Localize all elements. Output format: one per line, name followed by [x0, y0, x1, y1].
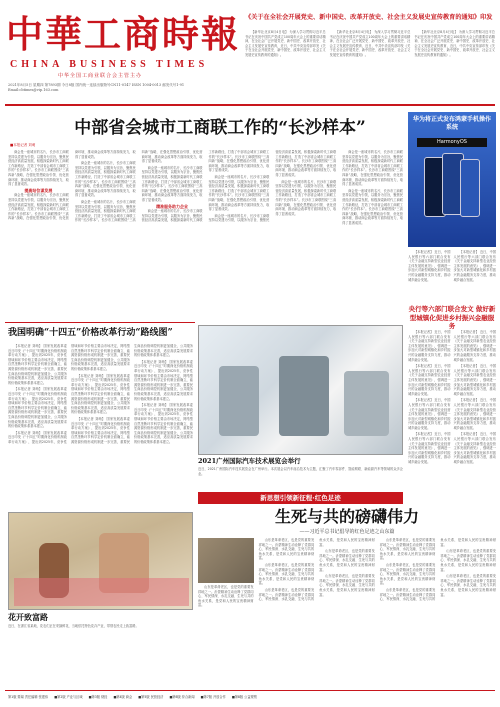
footer-item[interactable]: ■第5版 民营经济: [138, 695, 164, 699]
masthead-english-title: CHINA BUSINESS TIMES: [10, 59, 209, 70]
feature-article-text: 山东是革命老区，也是党的重要发祥地之一。沂蒙精神生动诠释了党群同心、军民情深、水乳交融、生死与共的鱼水关系，是党和人民的宝贵精神财富。: [379, 562, 436, 586]
feature-article-text: 山东是革命老区，也是党的重要发祥地之一。沂蒙精神生动诠释了党群同心、军民情深、水乳交融、生死与共的鱼水关系，是党和人民的宝贵精神财富。: [440, 549, 496, 572]
feature-article-title: 生死与共的磅礴伟力: [274, 507, 419, 526]
red-banner: 新思想引领新征程·红色足迹: [198, 492, 403, 504]
feature-article-subtitle: ——习近平总书记倡导的红色足迹之山东篇: [299, 529, 395, 535]
central-article-title: 央行等六部门联合发文 做好新型城镇化促进乡村振兴金融服务: [408, 305, 496, 330]
main-article-body: [8, 150, 403, 320]
right-column-paragraph: 【本报记者】 近日，中国人民银行等六部门联合发布《关于金融支持新型农业经营主体发展的意见》，强调进一步加大对新型城镇化和乡村振兴的金融服务支持力度，推动城乡融合发展。: [453, 250, 496, 282]
main-article-text: 商会是一座城市的名片，长沙市工商联坚持以党建为引领，以服务为宗旨，聚焦民营经济高质量发展，积极探索新时代工商联工作新路径，打造了中部省会城市工商联工作的“长沙样本”。长沙市工商联围绕“三高四新”战略，在强化思想政治引领、优化营商环境、推动商会改革等方面持续发力，取得了显著成效。: [141, 165, 203, 202]
price-article-text: 【本报记者 刘萌】 国家发展改革委近日印发《“十四五”时期深化价格机制改革行动方案》，提出到2025年，竞争性领域和环节价格主要由市场决定，网络型自然垄断环节科学定价机制全面确立，能源资源价格形成机制进一步完善，重要民生商品价格调控机制更加健全，公共服务价格政策基本完善，适应高质量发展要求的价格政策体系基本建立。: [71, 373, 130, 415]
central-article-text: 【本报记者】 近日，中国人民银行等六部门联合发布《关于金融支持新型农业经营主体发展的意见》，强调进一步加大对新型城镇化和乡村振兴的金融服务支持力度，推动城乡融合发展。: [453, 330, 496, 362]
bottom-left-body: 近日，在浙江省某地，花农们正在采摘鲜花，当地依托特色花卉产业，带领农民走上致富路。: [8, 624, 139, 628]
top-article-body: [245, 30, 495, 102]
feature-article-text: 山东是革命老区，也是党的重要发祥地之一。沂蒙精神生动诠释了党群同心、军民情深、水乳交融、生死与共的鱼水关系，是党和人民的宝贵精神财富。: [258, 538, 315, 561]
price-article-text: 【本报记者 刘萌】 国家发展改革委近日印发《“十四五”时期深化价格机制改革行动方案》，提出到2025年，竞争性领域和环节价格主要由市场决定，网络型自然垄断环节科学定价机制全面确立，能源资源价格形成机制进一步完善，重要民生商品价格调控机制更加健全，公共服务价格政策基本完善，适应高质量发展要求的价格政策体系基本建立。: [134, 359, 193, 401]
top-article-text-2: 【新华社北京8月4日电】 为深入学习贯彻习近平总书记在庆祝中国共产党成立100周年大会上的重要讲话精神，在全社会广泛开展党史、新中国史、改革开放史、社会主义发展史宣传教育，近日，中共中央宣传部印发《关于在全社会开展党史、新中国史、改革开放史、社会主义发展史宣传教育的通知》。: [329, 30, 411, 57]
feature-article-text: 山东是革命老区，也是党的重要发祥地之一。沂蒙精神生动诠释了党群同心、军民情深、水乳交融、生死与共的鱼水关系，是党和人民的宝贵精神财富。: [440, 574, 496, 597]
footer-item[interactable]: ■第8版 公益观察: [231, 695, 257, 699]
footer-nav: [8, 694, 498, 699]
expo-caption: 2021广州国际汽车技术展览会举行: [198, 457, 301, 465]
feature-article-text: 山东是革命老区，也是党的重要发祥地之一。沂蒙精神生动诠释了党群同心、军民情深、水乳交融、生死与共的鱼水关系，是党和人民的宝贵精神财富。: [379, 538, 496, 602]
feature-photo: [198, 538, 254, 583]
price-article-body: [8, 344, 193, 509]
footer-item[interactable]: ■第7版 开放合作: [200, 695, 226, 699]
footer-page-label: 第1版 要闻 责任编辑 张建伟: [8, 695, 49, 699]
central-article-text: 【本报记者】 近日，中国人民银行等六部门联合发布《关于金融支持新型农业经营主体发展的意见》，强调进一步加大对新型城镇化和乡村振兴的金融服务支持力度，推动城乡融合发展。: [453, 364, 496, 396]
main-article-text: 商会是一座城市的名片，长沙市工商联坚持以党建为引领，以服务为宗旨，聚焦民营经济高质量发展，积极探索新时代工商联工作新路径，打造了中部省会城市工商联工作的“长沙样本”。长沙市工商联围绕“三高四新”战略，在强化思想政治引领、优化营商环境、推动商会改革等方面持续发力，取得了显著成效。: [74, 150, 203, 223]
main-article-text: 商会是一座城市的名片，长沙市工商联坚持以党建为引领，以服务为宗旨，聚焦民营经济高质量发展，积极探索新时代工商联工作新路径，打造了中部省会城市工商联工作的“长沙样本”。长沙市工商联围绕“三高四新”战略，在强化思想政治引领、优化营商环境、推动商会改革等方面持续发力，取得了显著成效。: [208, 150, 337, 223]
main-article-text: 商会是一座城市的名片，长沙市工商联坚持以党建为引领，以服务为宗旨，聚焦民营经济高质量发展，积极探索新时代工商联工作新路径，打造了中部省会城市工商联工作的“长沙样本”。长沙市工商联围绕“三高四新”战略，在强化思想政治引领、优化营商环境、推动商会改革等方面持续发力，取得了显著成效。: [141, 150, 270, 223]
expo-photo: [198, 325, 403, 455]
ad-brand: HarmonyOS: [417, 138, 487, 147]
main-article-text: 商会是一座城市的名片，长沙市工商联坚持以党建为引领，以服务为宗旨，聚焦民营经济高质量发展，积极探索新时代工商联工作新路径，打造了中部省会城市工商联工作的“长沙样本”。长沙市工商联围绕“三高四新”战略，在强化思想政治引领、优化营商环境、推动商会改革等方面持续发力，取得了显著成效。: [208, 174, 270, 212]
central-article-text: 【本报记者】 近日，中国人民银行等六部门联合发布《关于金融支持新型农业经营主体发展的意见》，强调进一步加大对新型城镇化和乡村振兴的金融服务支持力度，推动城乡融合发展。: [408, 330, 451, 362]
feature-article-text: 山东是革命老区，也是党的重要发祥地之一。沂蒙精神生动诠释了党群同心、军民情深、水乳交融、生死与共的鱼水关系，是党和人民的宝贵精神财富。: [319, 574, 375, 597]
footer-item[interactable]: ■第3版 财经: [88, 695, 108, 699]
masthead-rule: [5, 104, 495, 106]
phone-image: [422, 153, 482, 223]
price-article-title: 我国明确“十四五”价格改革行动“路线图”: [8, 328, 173, 338]
top-article-title: 《关于在全社会开展党史、新中国史、改革开放史、社会主义发展史宣传教育的通知》印发: [245, 14, 493, 21]
feature-article-text: 山东是革命老区，也是党的重要发祥地之一。沂蒙精神生动诠释了党群同心、军民情深、水乳交融、生死与共的鱼水关系，是党和人民的宝贵精神财富。: [258, 562, 315, 586]
footer-item[interactable]: ■第2版 产业与区域: [54, 695, 83, 699]
top-article-text: 【新华社北京8月4日电】 为深入学习贯彻习近平总书记在庆祝中国共产党成立100周年大会上的重要讲话精神，在全社会广泛开展党史、新中国史、改革开放史、社会主义发展史宣传教育，近日，中共中央宣传部印发《关于在全社会开展党史、新中国史、改革开放史、社会主义发展史宣传教育的通知》。: [245, 30, 326, 57]
main-article-text: 商会是一座城市的名片，长沙市工商联坚持以党建为引领，以服务为宗旨，聚焦民营经济高质量发展，积极探索新时代工商联工作新路径，打造了中部省会城市工商联工作的“长沙样本”。长沙市工商联围绕“三高四新”战略，在强化思想政治引领、优化营商环境、推动商会改革等方面持续发力，取得了显著成效。: [342, 188, 403, 225]
central-article-text: 【本报记者】 近日，中国人民银行等六部门联合发布《关于金融支持新型农业经营主体发展的意见》，强调进一步加大对新型城镇化和乡村振兴的金融服务支持力度，推动城乡融合发展。: [408, 398, 451, 430]
main-article-text: 商会是一座城市的名片，长沙市工商联坚持以党建为引领，以服务为宗旨，聚焦民营经济高质量发展，积极探索新时代工商联工作新路径，打造了中部省会城市工商联工作的“长沙样本”。长沙市工商联围绕“三高四新”战略，在强化思想政治引领、优化营商环境、推动商会改革等方面持续发力，取得了显著成效。: [275, 179, 337, 216]
footer-rule: [5, 690, 495, 691]
main-article-text: 商会是一座城市的名片，长沙市工商联坚持以党建为引领，以服务为宗旨，聚焦民营经济高质量发展，积极探索新时代工商联工作新路径，打造了中部省会城市工商联工作的“长沙样本”。长沙市工商联围绕“三高四新”战略，在强化思想政治引领、优化营商环境、推动商会改革等方面持续发力，取得了显著成效。: [8, 150, 69, 187]
central-article-text: 【本报记者】 近日，中国人民银行等六部门联合发布《关于金融支持新型农业经营主体发展的意见》，强调进一步加大对新型城镇化和乡村振兴的金融服务支持力度，推动城乡融合发展。: [453, 398, 496, 430]
feature-article-text: 山东是革命老区，也是党的重要发祥地之一。沂蒙精神生动诠释了党群同心、军民情深、水乳交融、生死与共的鱼水关系，是党和人民的宝贵精神财富。: [258, 538, 375, 602]
central-article-text: 【本报记者】 近日，中国人民银行等六部门联合发布《关于金融支持新型农业经营主体发展的意见》，强调进一步加大对新型城镇化和乡村振兴的金融服务支持力度，推动城乡融合发展。: [453, 432, 496, 465]
main-article-text: 商会是一座城市的名片，长沙市工商联坚持以党建为引领，以服务为宗旨，聚焦民营经济高质量发展，积极探索新时代工商联工作新路径，打造了中部省会城市工商联工作的“长沙样本”。长沙市工商联围绕“三高四新”战略，在强化思想政治引领、优化营商环境、推动商会改革等方面持续发力，取得了显著成效。: [8, 150, 136, 221]
bottom-left-title: 花开致富路: [8, 612, 48, 622]
price-article-text: 【本报记者 刘萌】 国家发展改革委近日印发《“十四五”时期深化价格机制改革行动方案》，提出到2025年，竞争性领域和环节价格主要由市场决定，网络型自然垄断环节科学定价机制全面确立，能源资源价格形成机制进一步完善，重要民生商品价格调控机制更加健全，公共服务价格政策基本完善，适应高质量发展要求的价格政策体系基本建立。: [8, 344, 67, 385]
feature-article-text: 山东是革命老区，也是党的重要发祥地之一。沂蒙精神生动诠释了党群同心、军民情深、水乳交融、生死与共的鱼水关系，是党和人民的宝贵精神财富。: [379, 538, 436, 561]
harmonyos-ad[interactable]: [408, 112, 496, 247]
central-article-text: 【本报记者】 近日，中国人民银行等六部门联合发布《关于金融支持新型农业经营主体发展的意见》，强调进一步加大对新型城镇化和乡村振兴的金融服务支持力度，推动城乡融合发展。: [408, 432, 451, 465]
main-article-subhead: 精准服务助力企业: [156, 203, 189, 209]
top-article-text-3: 【新华社北京8月4日电】 为深入学习贯彻习近平总书记在庆祝中国共产党成立100周年大会上的重要讲话精神，在全社会广泛开展党史、新中国史、改革开放史、社会主义发展史宣传教育，近日，中共中央宣传部印发《关于在全社会开展党史、新中国史、改革开放史、社会主义发展史宣传教育的通知》。: [414, 30, 495, 57]
expo-body: 近日，2021广州国际汽车技术展览会在广州举行。本次展会以汽车前沿技术为主题，汇聚了汽车零部件、智能网联、新能源汽车等领域的众多企业。: [198, 467, 403, 476]
main-article-text: 商会是一座城市的名片，长沙市工商联坚持以党建为引领，以服务为宗旨，聚焦民营经济高质量发展，积极探索新时代工商联工作新路径，打造了中部省会城市工商联工作的“长沙样本”。长沙市工商联围绕“三高四新”战略，在强化思想政治引领、优化营商环境、推动商会改革等方面持续发力，取得了显著成效。: [342, 150, 403, 187]
central-article-text: 【本报记者】 近日，中国人民银行等六部门联合发布《关于金融支持新型农业经营主体发展的意见》，强调进一步加大对新型城镇化和乡村振兴的金融服务支持力度，推动城乡融合发展。: [408, 364, 451, 396]
main-article-title: 中部省会城市工商联工作的“长沙样本”: [74, 118, 366, 138]
price-article-text: 【本报记者 刘萌】 国家发展改革委近日印发《“十四五”时期深化价格机制改革行动方案》，提出到2025年，竞争性领域和环节价格主要由市场决定，网络型自然垄断环节科学定价机制全面确立，能源资源价格形成机制进一步完善，重要民生商品价格调控机制更加健全，公共服务价格政策基本完善，适应高质量发展要求的价格政策体系基本建立。: [8, 344, 130, 444]
masthead-slogan: 中华全国工商业联合会主管主办: [58, 73, 143, 79]
price-article-text: 【本报记者 刘萌】 国家发展改革委近日印发《“十四五”时期深化价格机制改革行动方案》，提出到2025年，竞争性领域和环节价格主要由市场决定，网络型自然垄断环节科学定价机制全面确立，能源资源价格形成机制进一步完善，重要民生商品价格调控机制更加健全，公共服务价格政策基本完善，适应高质量发展要求的价格政策体系基本建立。: [134, 403, 193, 444]
main-article-subhead: 提高站位谋发展: [24, 187, 53, 193]
footer-item[interactable]: ■第4版 商会: [113, 695, 133, 699]
feature-article-body: [198, 538, 496, 688]
ad-title: 华为将正式发布鸿蒙手机操作系统: [412, 116, 491, 131]
masthead-info: 2021年8月5日 星期四 第7893期 今日8版 国内统一连续出版物号CN11-0147 ISSN 1004-0013 邮发代号1-91 Email:cbtimes@vip.163.com: [8, 83, 185, 92]
divider: [5, 322, 195, 323]
main-article-byline: ■本报记者 刘萌: [10, 143, 36, 147]
main-article-text: 商会是一座城市的名片，长沙市工商联坚持以党建为引领，以服务为宗旨，聚焦民营经济高质量发展，积极探索新时代工商联工作新路径，打造了中部省会城市工商联工作的“长沙样本”。长沙市工商联围绕“三高四新”战略，在强化思想政治引领、优化营商环境、推动商会改革等方面持续发力，取得了显著成效。: [74, 161, 136, 198]
flower-photo: [8, 512, 193, 610]
feature-article-text: 山东是革命老区，也是党的重要发祥地之一。沂蒙精神生动诠释了党群同心、军民情深、水乳交融、生死与共的鱼水关系，是党和人民的宝贵精神财富。: [198, 585, 254, 608]
right-column-text: [408, 250, 496, 302]
right-column-paragraph: 【本报记者】 近日，中国人民银行等六部门联合发布《关于金融支持新型农业经营主体发展的意见》，强调进一步加大对新型城镇化和乡村振兴的金融服务支持力度，推动城乡融合发展。: [408, 250, 451, 282]
feature-article-text: 山东是革命老区，也是党的重要发祥地之一。沂蒙精神生动诠释了党群同心、军民情深、水乳交融、生死与共的鱼水关系，是党和人民的宝贵精神财富。: [319, 549, 375, 572]
price-article-text: 【本报记者 刘萌】 国家发展改革委近日印发《“十四五”时期深化价格机制改革行动方案》，提出到2025年，竞争性领域和环节价格主要由市场决定，网络型自然垄断环节科学定价机制全面确立，能源资源价格形成机制进一步完善，重要民生商品价格调控机制更加健全，公共服务价格政策基本完善，适应高质量发展要求的价格政策体系基本建立。: [8, 387, 67, 429]
footer-item[interactable]: ■第6版 综合新闻: [169, 695, 195, 699]
central-article-body: [408, 330, 496, 520]
price-article-text: 【本报记者 刘萌】 国家发展改革委近日印发《“十四五”时期深化价格机制改革行动方案》，提出到2025年，竞争性领域和环节价格主要由市场决定，网络型自然垄断环节科学定价机制全面确立，能源资源价格形成机制进一步完善，重要民生商品价格调控机制更加健全，公共服务价格政策基本完善，适应高质量发展要求的价格政策体系基本建立。: [71, 344, 193, 444]
masthead-title: 中華工商時報: [6, 12, 240, 56]
